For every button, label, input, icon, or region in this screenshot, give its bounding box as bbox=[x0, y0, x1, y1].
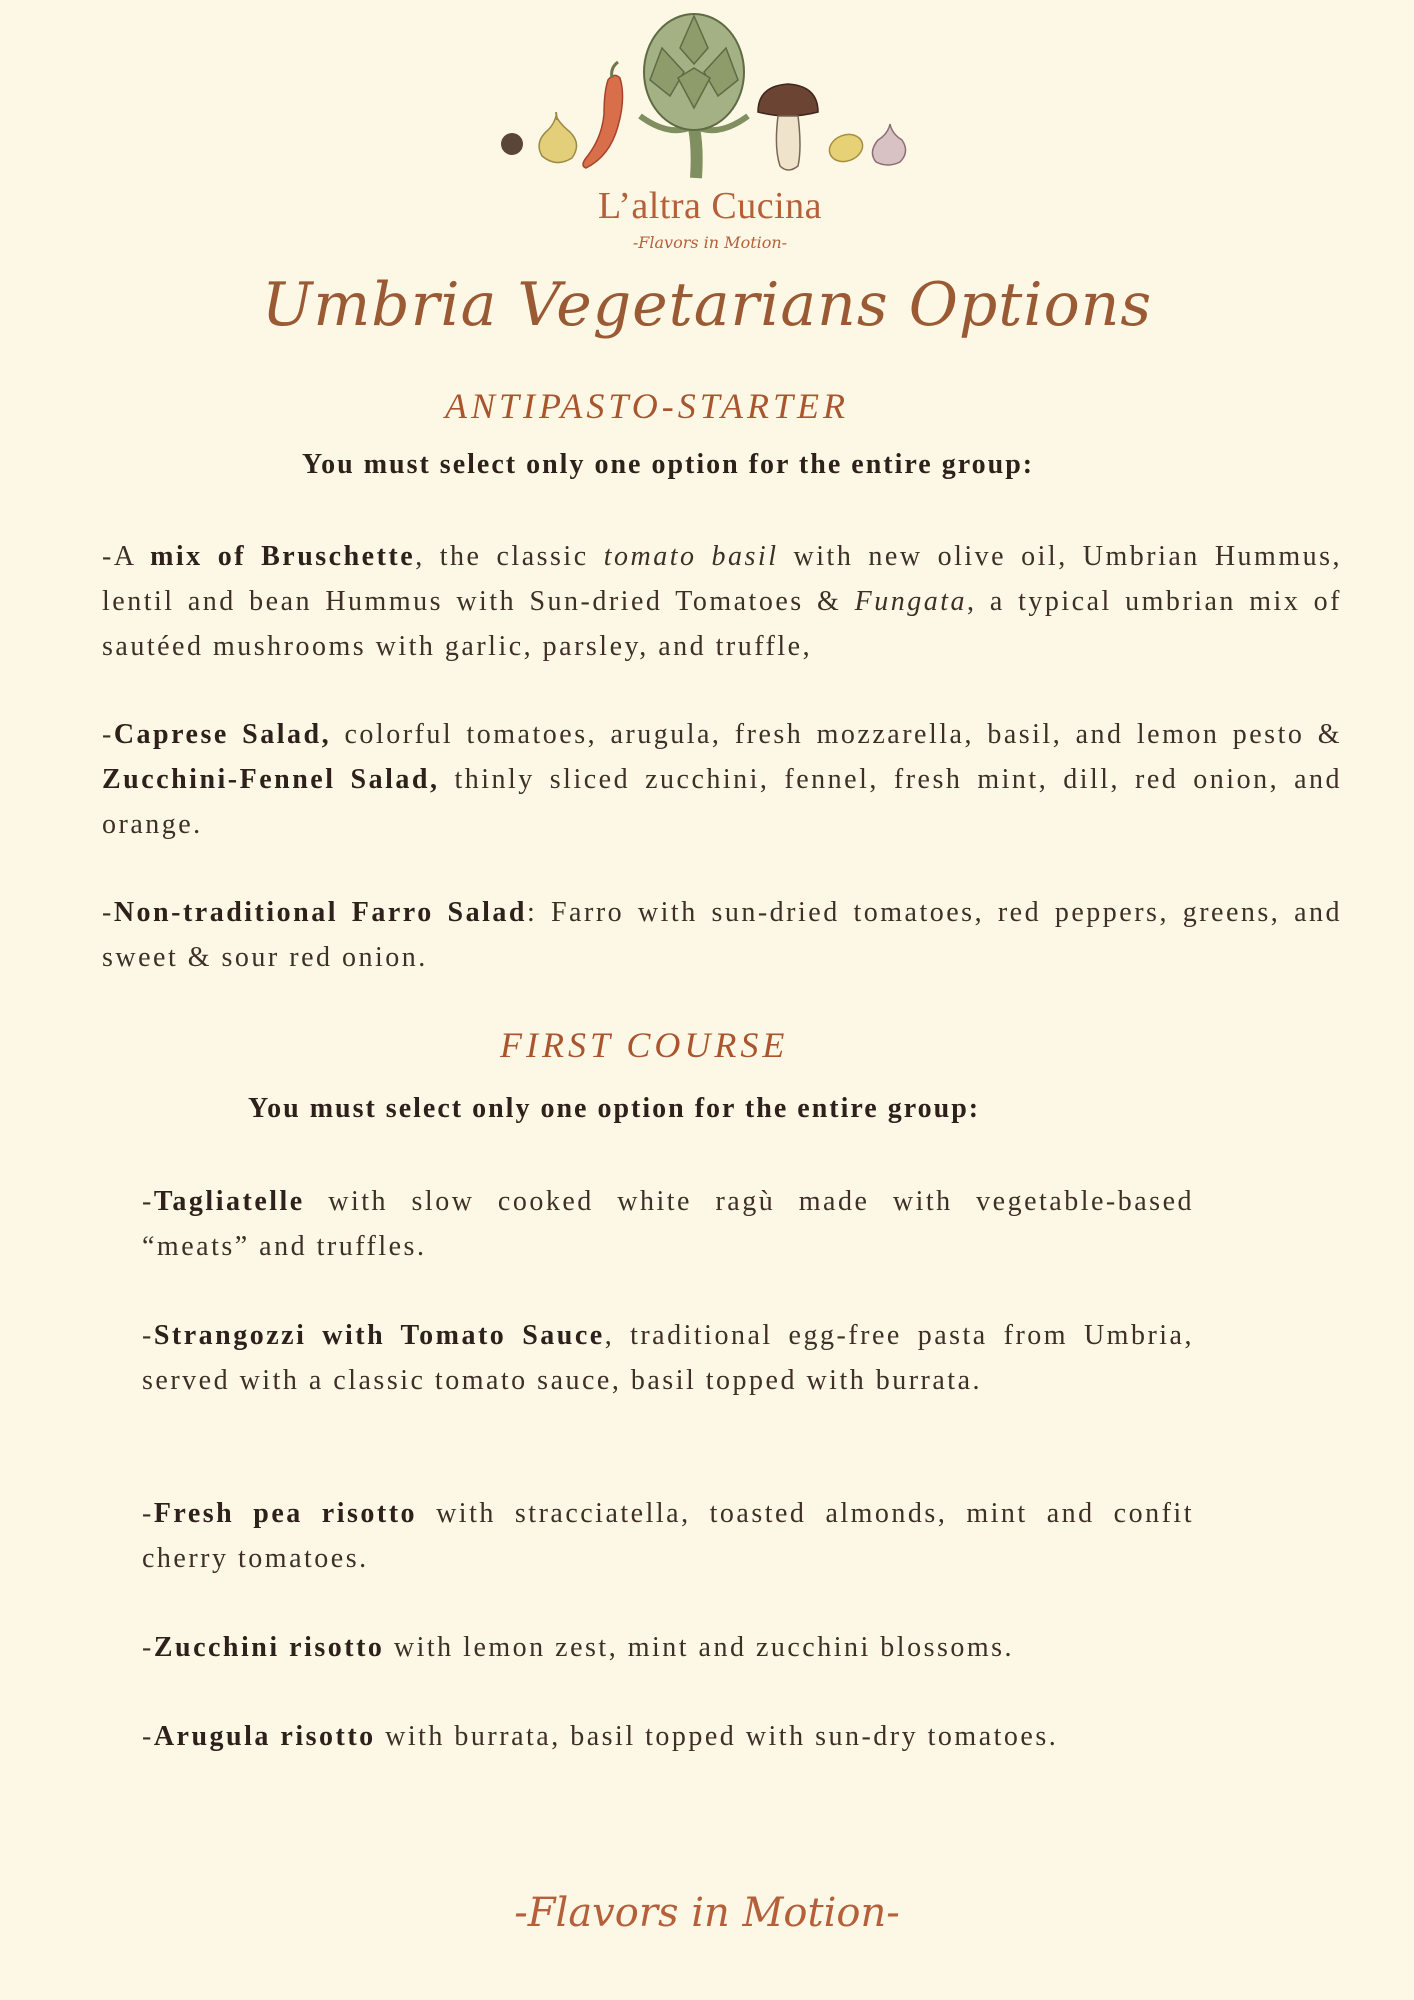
chili-pepper-icon bbox=[583, 62, 623, 168]
item-prefix: - bbox=[142, 1186, 154, 1217]
item-text: with lemon zest, mint and zucchini blossoms. bbox=[384, 1632, 1015, 1663]
list-item bbox=[102, 534, 1342, 669]
antipasto-heading: ANTIPASTO-STARTER bbox=[445, 386, 850, 426]
list-item bbox=[142, 1491, 1194, 1581]
item-text: thinly sliced zucchini, fennel, fresh mint, dill, red onion, and orange. bbox=[102, 764, 1342, 840]
logo bbox=[490, 8, 930, 258]
garlic-icon bbox=[872, 124, 905, 165]
item-text: with new olive oil, Umbrian Hummus, lentil and bean Hummus with Sun-dried Tomatoes & bbox=[102, 541, 1343, 617]
item-text: , traditional egg-free pasta from Umbria, served with a classic tomato sauce, basil topped with burrata. bbox=[142, 1320, 1194, 1396]
item-name: Non-traditional Farro Salad bbox=[113, 897, 527, 928]
item-text: , the classic bbox=[415, 541, 604, 572]
mushroom-icon bbox=[758, 84, 818, 170]
list-item bbox=[142, 1313, 1194, 1403]
item-prefix: - bbox=[142, 1632, 154, 1663]
item-text: : Farro with sun-dried tomatoes, red peppers, greens, and sweet & sour red onion. bbox=[102, 897, 1342, 973]
lemon-icon bbox=[826, 130, 867, 166]
list-item bbox=[102, 712, 1342, 847]
item-name: Arugula risotto bbox=[153, 1721, 376, 1752]
list-item bbox=[142, 1625, 1194, 1670]
brand-tagline: -Flavors in Motion- bbox=[632, 233, 788, 252]
onion-icon bbox=[539, 112, 576, 163]
item-text: with slow cooked white ragù made with vegetable-based “meats” and truffles. bbox=[142, 1186, 1194, 1262]
item-name: mix of Bruschette bbox=[150, 541, 416, 572]
list-item bbox=[142, 1714, 1194, 1759]
vegetables-illustration bbox=[490, 8, 930, 188]
first-course-heading: FIRST COURSE bbox=[500, 1025, 789, 1065]
peppercorn-icon bbox=[501, 133, 523, 155]
item-text: with burrata, basil topped with sun-dry tomatoes. bbox=[375, 1721, 1059, 1752]
item-prefix: - bbox=[102, 719, 114, 750]
list-item bbox=[102, 890, 1342, 980]
item-name: Strangozzi with Tomato Sauce bbox=[153, 1320, 605, 1351]
footer-signature: -Flavors in Motion- bbox=[514, 1890, 900, 1936]
item-italic: tomato basil bbox=[603, 541, 779, 572]
item-name: Tagliatelle bbox=[153, 1186, 305, 1217]
item-text: with stracciatella, toasted almonds, mint and confit cherry tomatoes. bbox=[142, 1498, 1194, 1574]
item-name: Zucchini risotto bbox=[153, 1632, 385, 1663]
antipasto-instruction: You must select only one option for the entire group: bbox=[302, 449, 1035, 480]
item-text: colorful tomatoes, arugula, fresh mozzarella, basil, and lemon pesto & bbox=[331, 719, 1343, 750]
item-prefix: - bbox=[142, 1721, 154, 1752]
item-prefix: -A bbox=[102, 541, 151, 572]
first-course-instruction: You must select only one option for the entire group: bbox=[248, 1093, 981, 1124]
page-title: Umbria Vegetarians Options bbox=[261, 270, 1153, 340]
item-prefix: - bbox=[142, 1320, 154, 1351]
item-name: Fresh pea risotto bbox=[153, 1498, 418, 1529]
item-name: Zucchini-Fennel Salad, bbox=[102, 764, 440, 795]
list-item bbox=[142, 1179, 1194, 1269]
item-prefix: - bbox=[102, 897, 114, 928]
brand-name: L’altra Cucina bbox=[597, 185, 822, 227]
item-name: Caprese Salad, bbox=[113, 719, 332, 750]
item-text: , a typical umbrian mix of sautéed mushrooms with garlic, parsley, and truffle, bbox=[102, 586, 1342, 662]
item-prefix: - bbox=[142, 1498, 154, 1529]
artichoke-icon bbox=[640, 14, 748, 178]
item-italic: Fungata bbox=[854, 586, 967, 617]
